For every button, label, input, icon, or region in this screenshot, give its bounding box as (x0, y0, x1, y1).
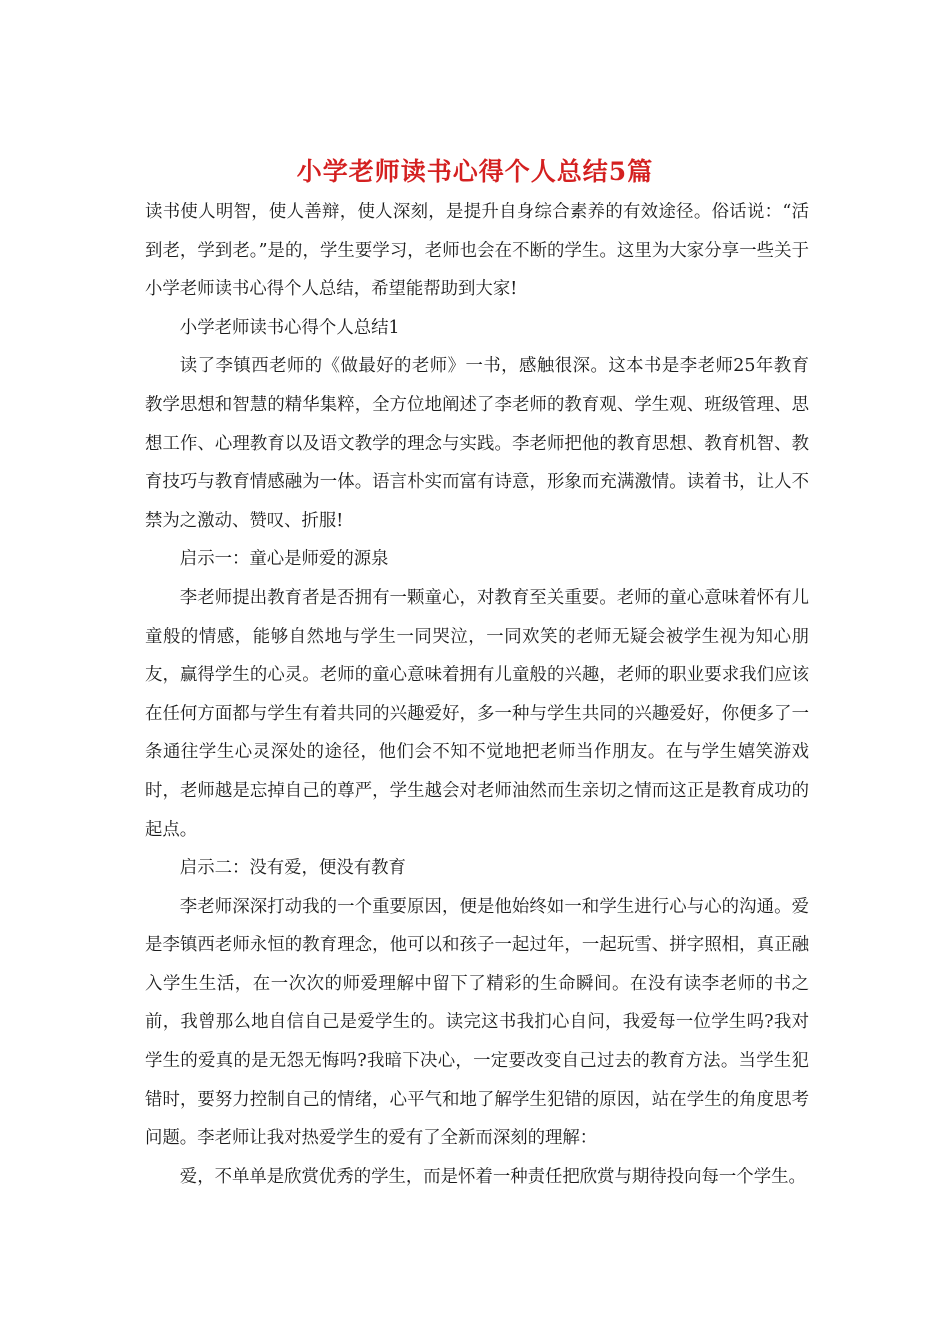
document-body (145, 193, 809, 1196)
body-paragraph: 读了李镇西老师的《做最好的老师》一书，感触很深。这本书是李老师25年教育教学思想和智慧的精华集粹，全方位地阐述了李老师的教育观、学生观、班级管理、思想工作、心理教育以及语文教学的理念与实践。李老师把他的教育思想、教育机智、教育技巧与教育情感融为一体。语言朴实而富有诗意，形象而充满激情。读着书，让人不禁为之激动、赞叹、折服! (145, 356, 809, 531)
body-paragraph: 李老师提出教育者是否拥有一颗童心，对教育至关重要。老师的童心意味着怀有儿童般的情感，能够自然地与学生一同哭泣，一同欢笑的老师无疑会被学生视为知心朋友，赢得学生的心灵。老师的童心意味着拥有儿童般的兴趣，老师的职业要求我们应该在任何方面都与学生有着共同的兴趣爱好，多一种与学生共同的兴趣爱好，你便多了一条通往学生心灵深处的途径，他们会不知不觉地把老师当作朋友。在与学生嬉笑游戏时，老师越是忘掉自己的尊严，学生越会对老师油然而生亲切之情而这正是教育成功的起点。 (145, 587, 809, 840)
subheading: 启示一：童心是师爱的源泉 (179, 549, 389, 570)
document-title: 小学老师读书心得个人总结5篇 (296, 157, 654, 186)
intro-paragraph: 读书使人明智，使人善辩，使人深刻，是提升自身综合素养的有效途径。俗话说：“活到老，学到老。”是的，学生要学习，老师也会在不断的学生。这里为大家分享一些关于小学老师读书心得个人总结，希望能帮助到大家! (145, 202, 809, 300)
section-heading: 小学老师读书心得个人总结1 (179, 317, 400, 338)
body-paragraph: 爱，不单单是欣赏优秀的学生，而是怀着一种责任把欣赏与期待投向每一个学生。 (179, 1166, 806, 1187)
body-paragraph: 李老师深深打动我的一个重要原因，便是他始终如一和学生进行心与心的沟通。爱是李镇西老师永恒的教育理念，他可以和孩子一起过年，一起玩雪、拼字照相，真正融入学生生活，在一次次的师爱理解中留下了精彩的生命瞬间。在没有读李老师的书之前，我曾那么地自信自己是爱学生的。读完这书我扪心自问，我爱每一位学生吗?我对学生的爱真的是无怨无悔吗?我暗下决心，一定要改变自己过去的教育方法。当学生犯错时，要努力控制自己的情绪，心平气和地了解学生犯错的原因，站在学生的角度思考问题。李老师让我对热爱学生的爱有了全新而深刻的理解： (145, 896, 809, 1149)
subheading: 启示二：没有爱，便没有教育 (179, 858, 406, 879)
